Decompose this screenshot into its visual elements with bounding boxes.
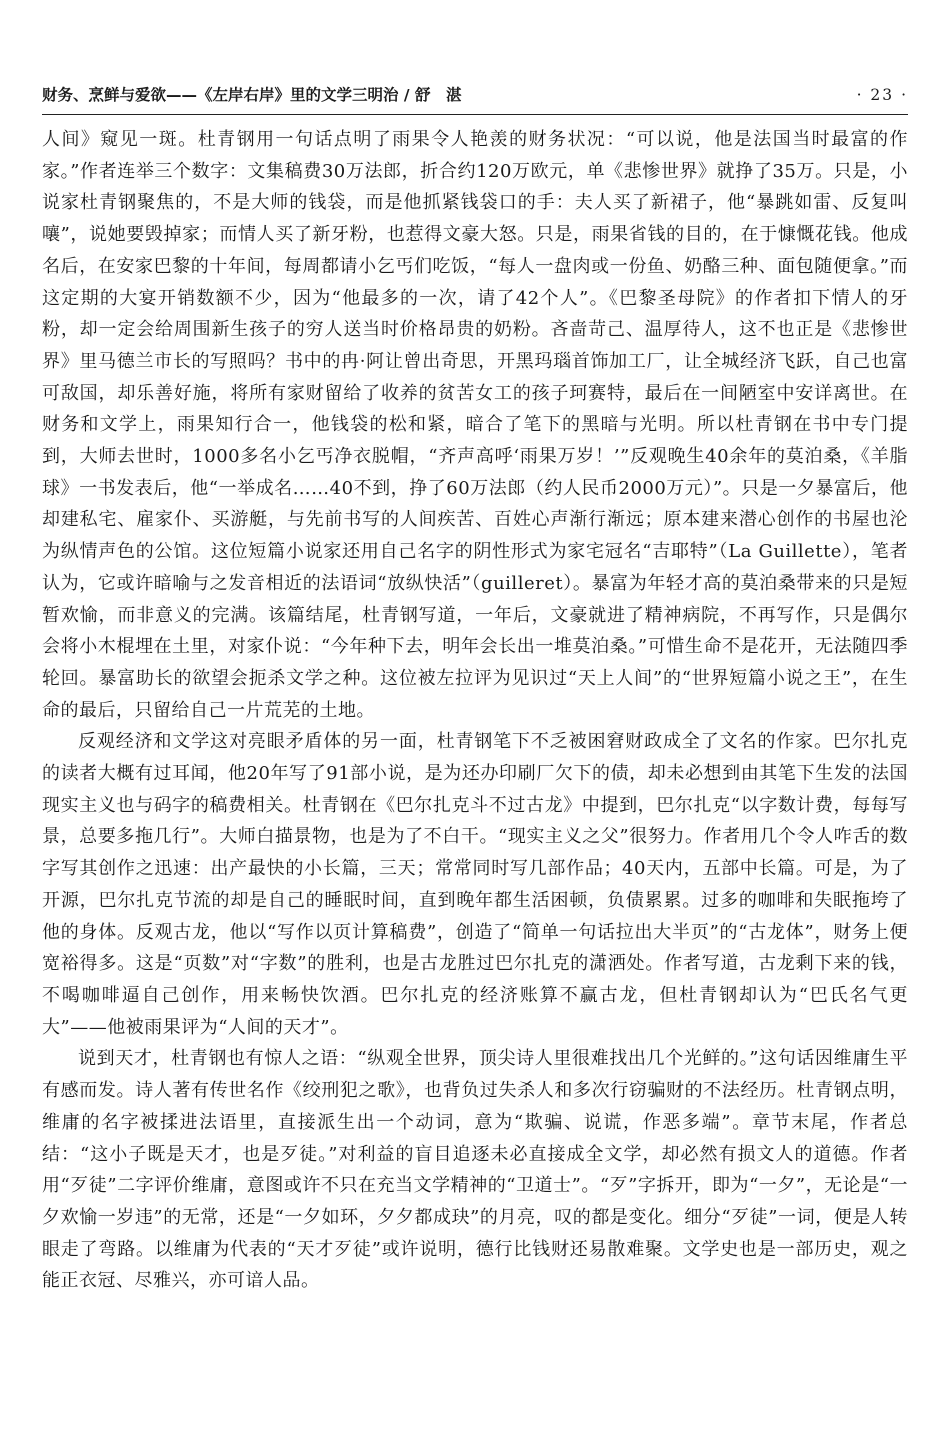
paragraph: 反观经济和文学这对亮眼矛盾体的另一面，杜青钢笔下不乏被困窘财政成全了文名的作家。巴尔扎克的读者大概有过耳闻，他20年写了91部小说，是为还办印刷厂欠下的债，却未必想到由其笔下生发的法国现实主义也与码字的稿费相关。杜青钢在《巴尔扎克斗不过古龙》中提到，巴尔扎克“以字数计费，每每写景，总要多拖几行”。大师白描景物，也是为了不白干。“现实主义之父”很努力。作者用几个令人咋舌的数字写其创作之迅速：出产最快的小长篇，三天；常常同时写几部作品；40天内，五部中长篇。可是，为了开源，巴尔扎克节流的却是自己的睡眠时间，直到晚年都生活困顿，负债累累。过多的咖啡和失眠拖垮了他的身体。反观古龙，他以“写作以页计算稿费”，创造了“简单一句话拉出大半页”的“古龙体”，财务上便宽裕得多。这是“页数”对“字数”的胜利，也是古龙胜过巴尔扎克的潇洒处。作者写道，古龙剩下来的钱，不喝咖啡逼自己创作，用来畅快饮酒。巴尔扎克的经济账算不赢古龙，但杜青钢却认为“巴氏名气更大”——他被雨果评为“人间的天才”。 <box>42 731 908 1038</box>
book-page <box>42 82 908 1297</box>
article-body <box>42 124 908 1297</box>
paragraph: 说到天才，杜青钢也有惊人之语：“纵观全世界，顶尖诗人里很难找出几个光鲜的。”这句话因维庸生平有感而发。诗人著有传世名作《绞刑犯之歌》，也背负过失杀人和多次行窃骗财的不法经历。杜青钢点明，维庸的名字被揉进法语里，直接派生出一个动词，意为“欺骗、说谎，作恶多端”。章节末尾，作者总结：“这小子既是天才，也是歹徒。”对利益的盲目追逐未必直接成全文学，却必然有损文人的道德。作者用“歹徒”二字评价维庸，意图或许不只在充当文学精神的“卫道士”。“歹”字拆开，即为“一夕”，无论是“一夕欢愉一岁违”的无常，还是“一夕如环，夕夕都成玦”的月亮，叹的都是变化。细分“歹徒”一词，便是人转眼走了弯路。以维庸为代表的“天才歹徒”或许说明，德行比钱财还易散难聚。文学史也是一部历史，观之能正衣冠、尽雅兴，亦可谙人品。 <box>42 1048 908 1292</box>
running-header <box>42 82 908 115</box>
page-number: · 23 · <box>856 86 908 104</box>
running-title: 财务、烹鲜与爱欲——《左岸右岸》里的文学三明治 / 舒 湛 <box>42 86 462 104</box>
paragraph-continued: 人间》窥见一斑。杜青钢用一句话点明了雨果令人艳羡的财务状况：“可以说，他是法国当时最富的作家。”作者连举三个数字：文集稿费30万法郎，折合约120万欧元，单《悲惨世界》就挣了35万。只是，小说家杜青钢聚焦的，不是大师的钱袋，而是他抓紧钱袋口的手：夫人买了新裙子，他“暴跳如雷、反复叫嚷”，说她要毁掉家；而情人买了新牙粉，也惹得文豪大怒。只是，雨果省钱的目的，在于慷慨花钱。他成名后，在安家巴黎的十年间，每周都请小乞丐们吃饭，“每人一盘肉或一份鱼、奶酪三种、面包随便拿。”而这定期的大宴开销数额不少，因为“他最多的一次，请了42个人”。《巴黎圣母院》的作者扣下情人的牙粉，却一定会给周围新生孩子的穷人送当时价格昂贵的奶粉。吝啬苛己、温厚待人，这不也正是《悲惨世界》里马德兰市长的写照吗？书中的冉·阿让曾出奇思，开黑玛瑙首饰加工厂，让全城经济飞跃，自己也富可敌国，却乐善好施，将所有家财留给了收养的贫苦女工的孩子珂赛特，最后在一间陋室中安详离世。在财务和文学上，雨果知行合一，他钱袋的松和紧，暗合了笔下的黑暗与光明。所以杜青钢在书中专门提到，大师去世时，1000多名小乞丐净衣脱帽，“齐声高呼‘雨果万岁！’”反观晚生40余年的莫泊桑，《羊脂球》一书发表后，他“一举成名……40不到，挣了60万法郎（约人民币2000万元）”。只是一夕暴富后，他却建私宅、雇家仆、买游艇，与先前书写的人间疾苦、百姓心声渐行渐远；原本建来潜心创作的书屋也沦为纵情声色的公馆。这位短篇小说家还用自己名字的阴性形式为家宅冠名“吉耶特”（La Guillette），笔者认为，它或许暗喻与之发音相近的法语词“放纵快活”（guilleret）。暴富为年轻才高的莫泊桑带来的只是短暂欢愉，而非意义的完满。该篇结尾，杜青钢写道，一年后，文豪就进了精神病院，不再写作，只是偶尔会将小木棍埋在土里，对家仆说：“今年种下去，明年会长出一堆莫泊桑。”可惜生命不是花开，无法随四季轮回。暴富助长的欲望会扼杀文学之种。这位被左拉评为见识过“天上人间”的“世界短篇小说之王”，在生命的最后，只留给自己一片荒芜的土地。 <box>42 129 908 721</box>
